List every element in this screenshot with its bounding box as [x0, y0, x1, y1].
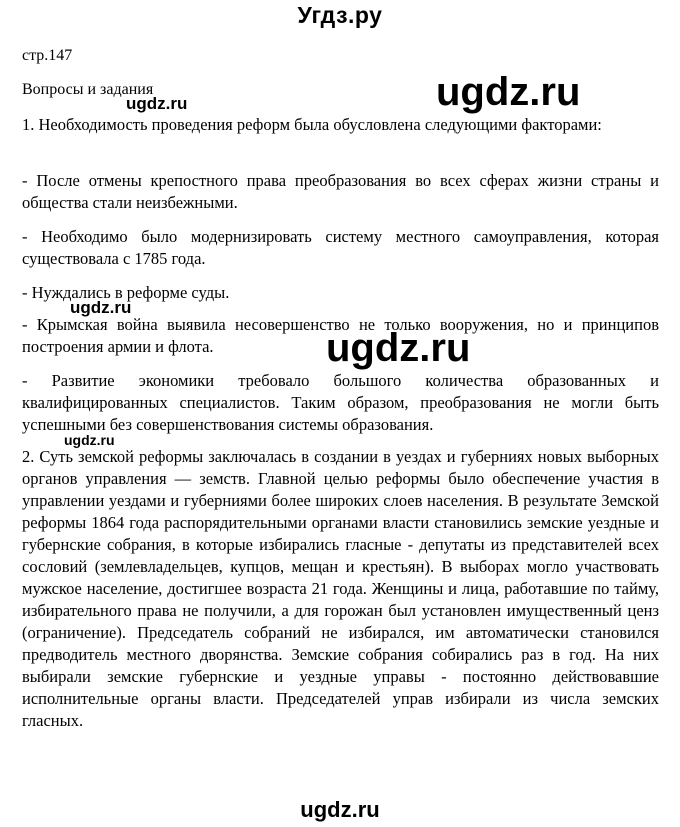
- answer-1-point-5: - Развитие экономики требовало большого количества образованных и квалифицированных специалистов. Таким образом, преобразования не могли быть успешными без совершенствования системы образования.: [22, 371, 659, 434]
- answer-1-point-1: - После отмены крепостного права преобразования во всех сферах жизни страны и общества стали неизбежными.: [22, 171, 659, 212]
- page-reference: стр.147: [22, 47, 73, 64]
- watermark: ugdz.ru: [126, 94, 188, 113]
- watermark: ugdz.ru: [326, 326, 471, 370]
- site-title: Угдз.ру: [297, 2, 383, 28]
- footer-watermark: ugdz.ru: [300, 797, 380, 822]
- answer-1-intro: 1. Необходимость проведения реформ была обусловлена следующими факторами:: [22, 115, 602, 134]
- watermark: ugdz.ru: [436, 70, 581, 114]
- answer-1-point-2: - Необходимо было модернизировать систему местного самоуправления, которая существовала с 1785 года.: [22, 227, 659, 268]
- answer-1-point-3: - Нуждались в реформе суды.: [22, 283, 230, 302]
- watermark: ugdz.ru: [70, 298, 132, 317]
- answer-2: 2. Суть земской реформы заключалась в создании в уездах и губерниях новых выборных органов управления — земств. Главной целью реформы было обеспечение участия в управлении уездами и губерниями более широких слоев населения. В результате Земской реформы 1864 года распорядительными органами власти становились земские уездные и губернские собрания, в которые избирались гласные - депутаты из представителей всех сословий (землевладельцев, купцов, мещан и крестьян). В выборах могло участвовать мужское население, достигшее возраста 21 года. Женщины и лица, работавшие по тайму, избирательного права не получили, а для горожан был установлен имущественный ценз (ограничение). Председатель собраний не избирался, им автоматически становился предводитель местного дворянства. Земские собрания собирались раз в год. На них выбирали земские губернские и уездные управы - постоянно действовавшие исполнительные органы власти. Председателей управ избирали из числа земских гласных.: [22, 447, 659, 730]
- answer-1-point-4: - Крымская война выявила несовершенство не только вооружения, но и принципов построения армии и флота.: [22, 315, 659, 356]
- watermark: ugdz.ru: [64, 432, 115, 448]
- section-title: Вопросы и задания: [22, 81, 154, 98]
